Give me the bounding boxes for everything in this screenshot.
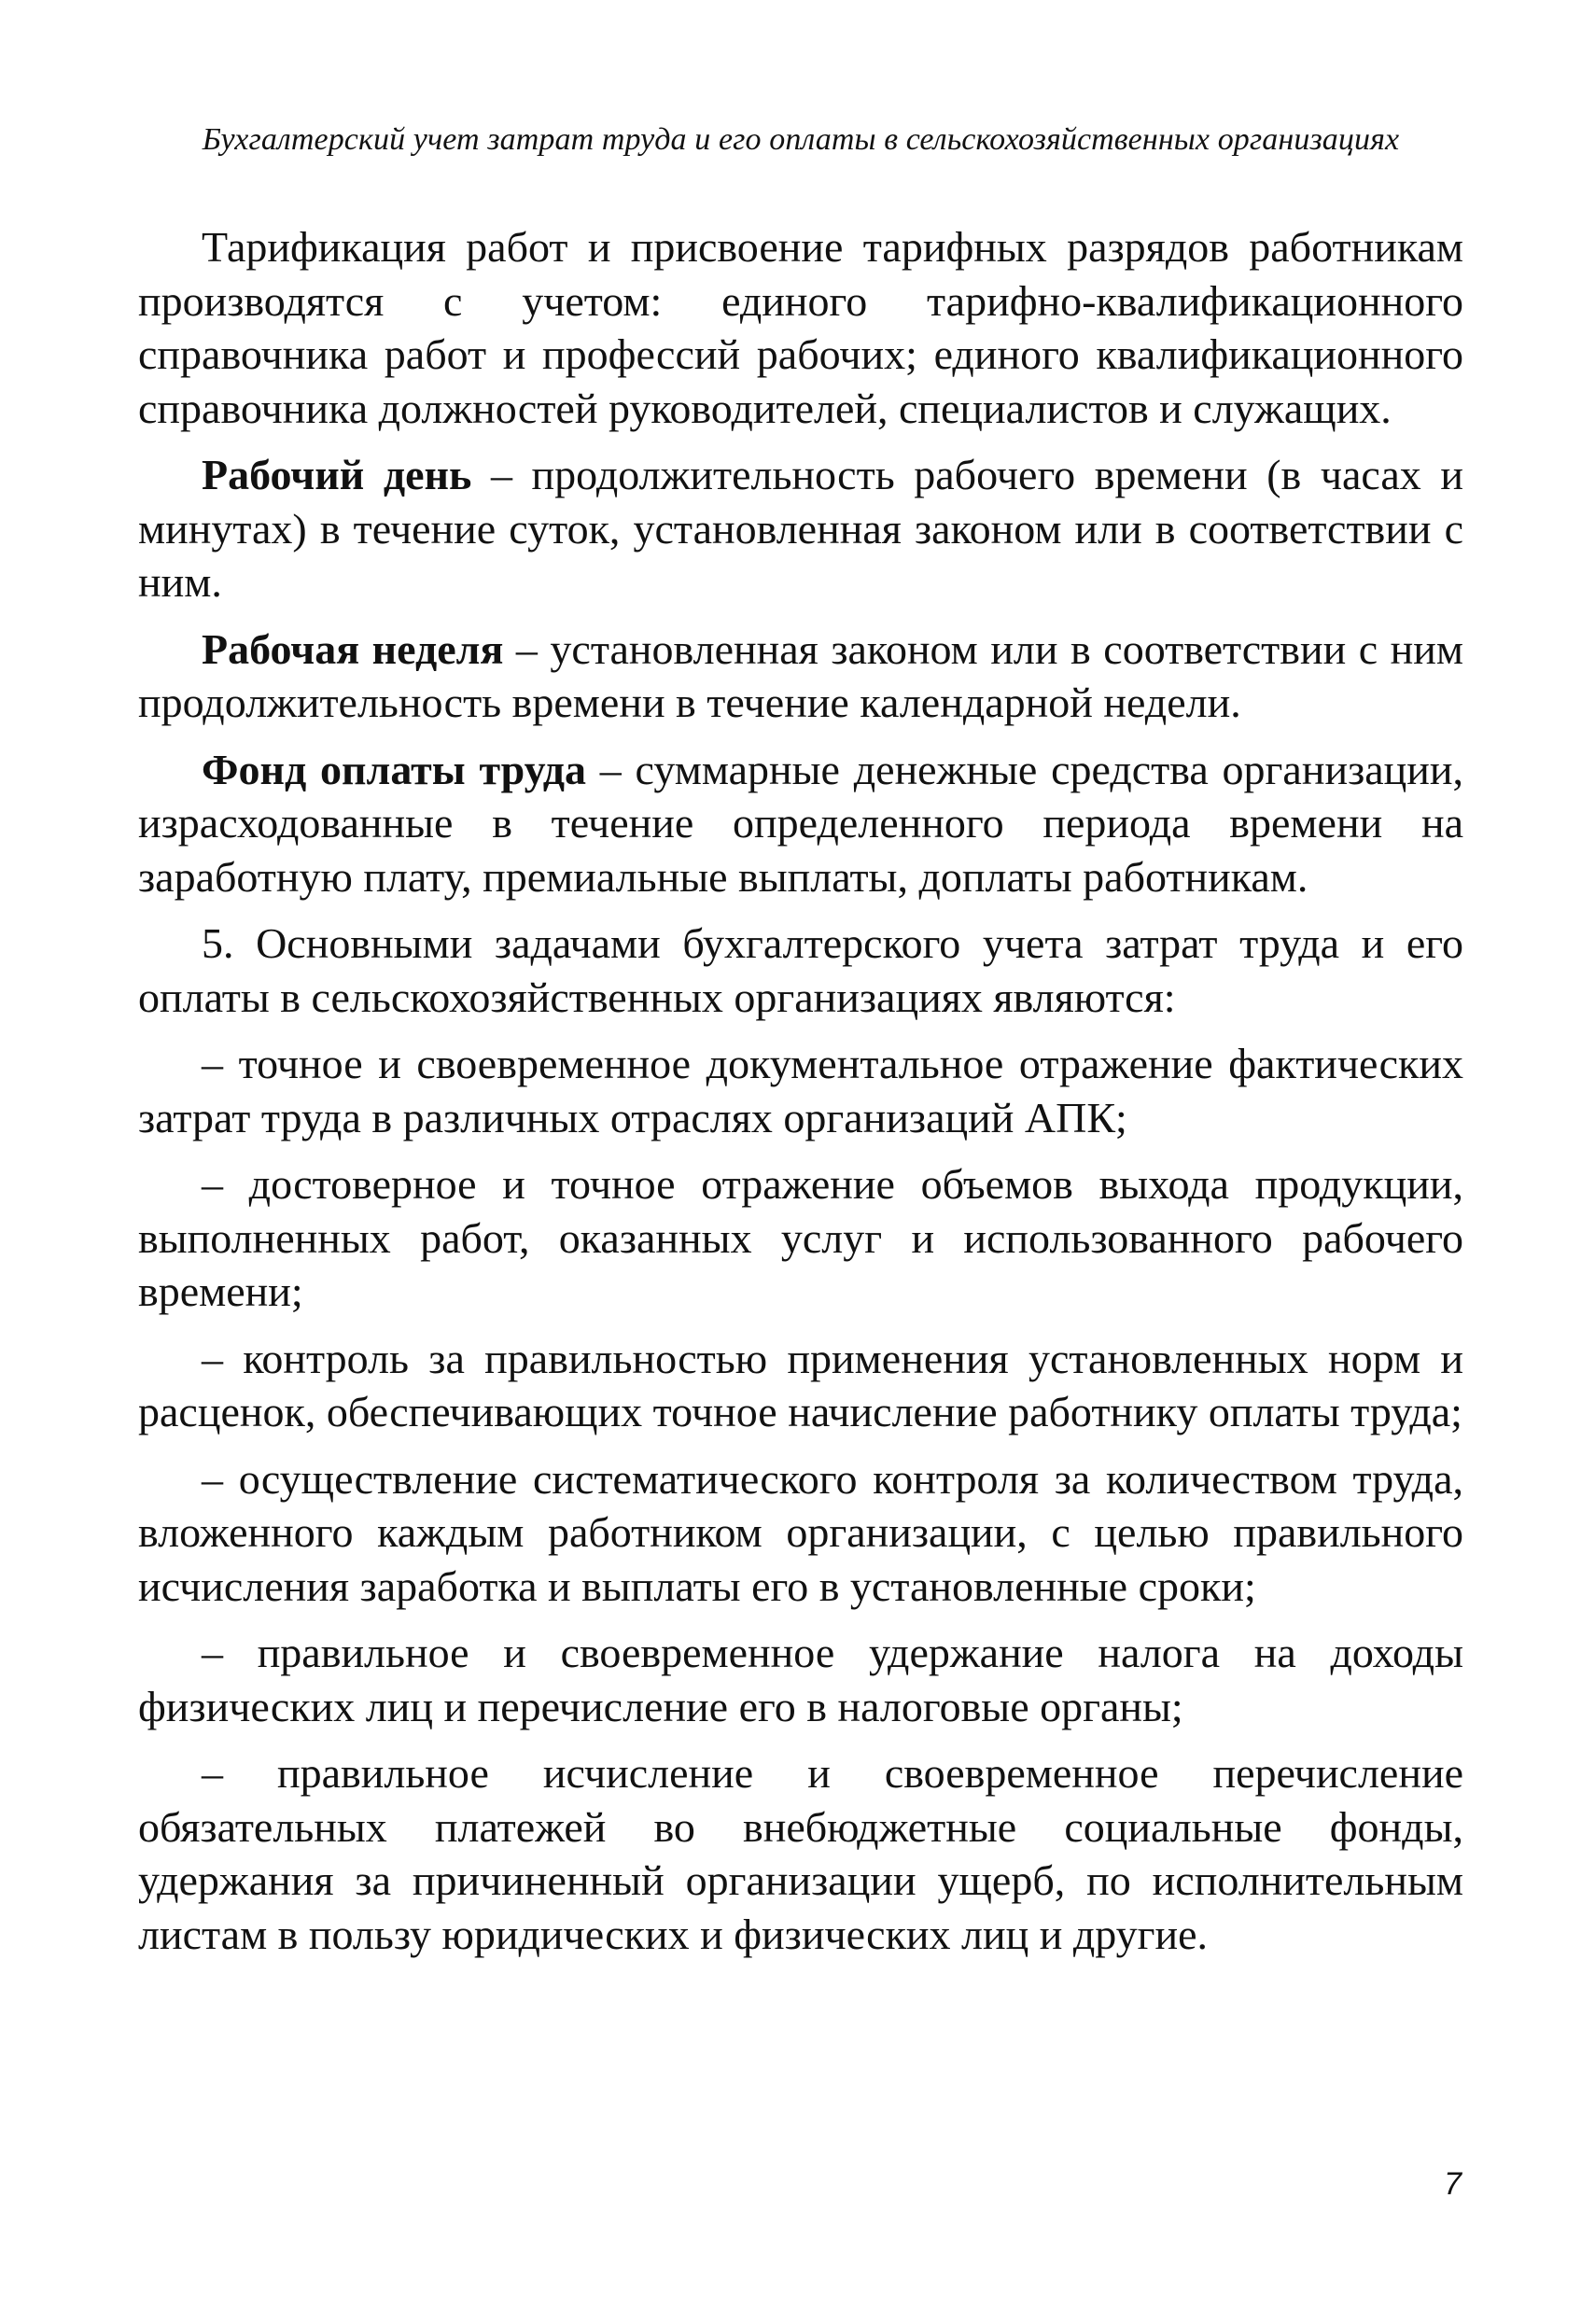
definition-term: Фонд оплаты труда: [202, 745, 586, 793]
list-item-text: – контроль за правильностью применения установленных норм и расценок, обеспечивающих точное начисление работнику оплаты труда;: [138, 1334, 1463, 1435]
list-item-text: – достоверное и точное отражение объемов выхода продукции, выполненных работ, оказанных услуг и использованного рабочего времени;: [138, 1160, 1463, 1315]
list-item-text: – осуществление систематического контроля за количеством труда, вложенного каждым работником организации, с целью правильного исчисления заработка и выплаты его в установленные сроки;: [138, 1454, 1463, 1610]
page-number: 7: [1444, 2166, 1462, 2202]
definition-term: Рабочий день: [202, 451, 472, 498]
paragraph-text: 5. Основными задачами бухгалтерского учета затрат труда и его оплаты в сельскохозяйственных организациях являются:: [138, 919, 1463, 1021]
definition-text: – установленная законом или в соответствии с ним продолжительность времени в течение календарной недели.: [138, 624, 1464, 726]
list-item-text: – правильное исчисление и своевременное перечисление обязательных платежей во внебюджетные социальные фонды, удержания за причиненный организации ущерб, по исполнительным листам в пользу юридических и физических лиц и другие.: [138, 1749, 1463, 1958]
paragraph: [138, 220, 1463, 435]
list-item: [138, 1157, 1463, 1319]
paragraph: [138, 917, 1463, 1024]
list-item: [138, 1332, 1463, 1439]
list-item: [138, 1626, 1463, 1733]
list-item: [138, 1037, 1463, 1144]
body-text: [138, 220, 1463, 1974]
definition-term: Рабочая неделя: [202, 624, 504, 673]
list-item-text: – точное и своевременное документальное отражение фактических затрат труда в различных отраслях организаций АПК;: [138, 1040, 1463, 1141]
paragraph: [138, 623, 1463, 730]
paragraph: [138, 743, 1463, 904]
list-item-text: – правильное и своевременное удержание налога на доходы физических лиц и перечисление его в налоговые органы;: [138, 1629, 1463, 1730]
paragraph-text: Тарификация работ и присвоение тарифных разрядов работникам производятся с учетом: единого тарифно-квалификационного справочника работ и профессий рабочих; единого квалификационного справочника должностей руководителей, специалистов и служащих.: [138, 223, 1463, 432]
list-item: [138, 1452, 1463, 1614]
definition-text: – продолжительность рабочего времени (в часах и минутах) в течение суток, установленная законом или в соответствии с ним.: [138, 451, 1463, 606]
definition-text: – суммарные денежные средства организации, израсходованные в течение определенного периода времени на заработную плату, премиальные выплаты, доплаты работникам.: [138, 745, 1464, 901]
running-header: Бухгалтерский учет затрат труда и его оплаты в сельскохозяйственных организациях: [202, 122, 1400, 157]
list-item: [138, 1746, 1463, 1961]
paragraph: [138, 448, 1463, 609]
